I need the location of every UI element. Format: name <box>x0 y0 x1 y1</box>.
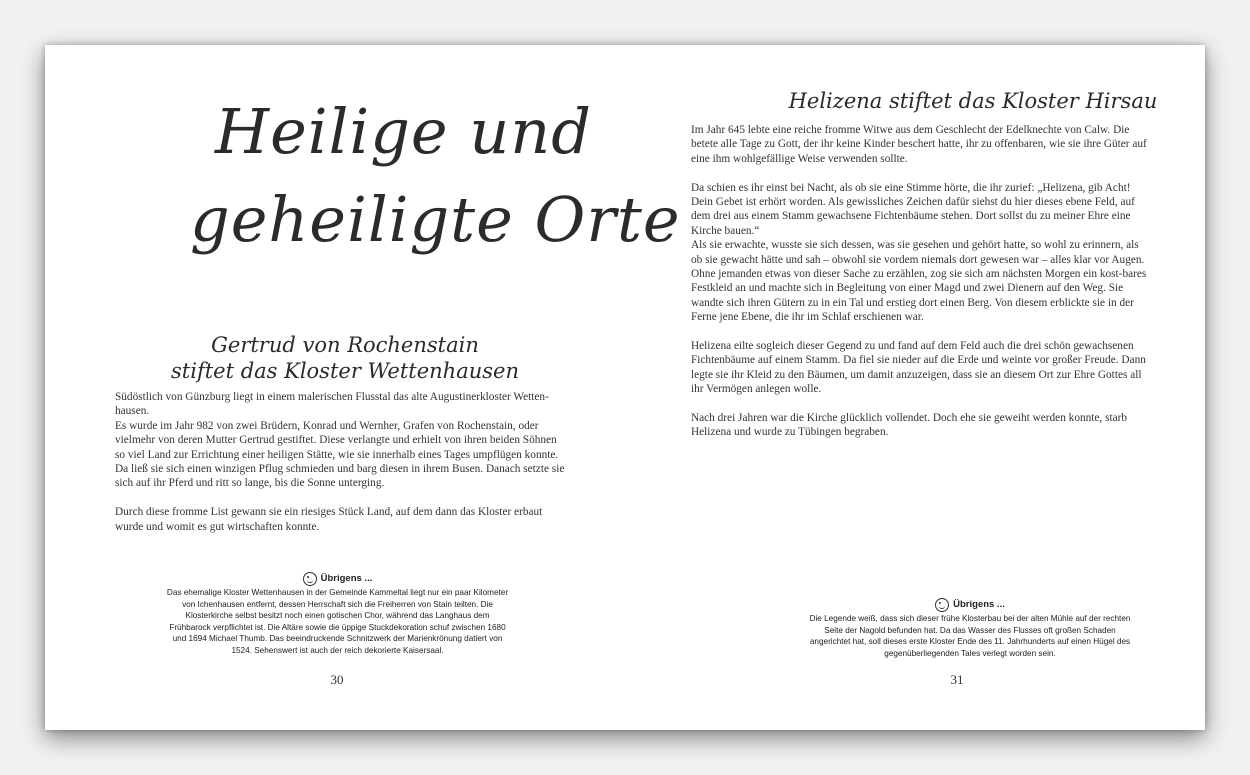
smiley-icon <box>303 572 317 586</box>
note-header <box>805 598 1135 612</box>
paragraph: Helizena eilte sogleich dieser Gegend zu und fand auf dem Feld auch die drei schön gewachsenen Fichtenbäume auf einem Stamm. Da fiel sie nieder auf die Erde und weinte vor großer Freude. Dann legte sie ihr Kleid zu den Bäumen, um damit anzuzeigen, dass sie an diesem Ort zur Ehre Gottes all ihr Vermögen anlegen wolle. <box>691 340 1146 396</box>
paragraph: Im Jahr 645 lebte eine reiche fromme Witwe aus dem Geschlecht der Edelknechte von Calw. Die betete alle Tage zu Gott, der ihr keine Kinder beschert hatte, ihr zu offenbaren, wie sie ihre Güter auf eine ihm wohlgefällige Weise verwenden sollte. <box>691 124 1147 165</box>
smiley-icon <box>935 598 949 612</box>
note-text: Die Legende weiß, dass sich dieser frühe Klosterbau bei der alten Mühle auf der rechten Seite der Nagold befunden hat. Da das Wasser des Flusses oft großen Schaden angerichtet hat, soll dieses erste Kloster Ende des 11. Jahrhunderts auf einen Hügel des gegenüberliegenden Tales verlegt worden sein. <box>809 614 1131 658</box>
book-spread <box>45 45 1205 730</box>
note-title: Übrigens ... <box>320 573 373 585</box>
side-note-left <box>165 572 510 657</box>
side-note-right <box>805 598 1135 659</box>
page-number: 31 <box>950 672 964 687</box>
story-text-right <box>691 123 1151 454</box>
page-number: 30 <box>330 672 344 687</box>
story-text-left <box>115 390 565 548</box>
heading-line2: stiftet das Kloster Wettenhausen <box>171 359 519 383</box>
heading-line1: Gertrud von Rochenstain <box>211 333 479 357</box>
chapter-title-line1: Heilige und <box>215 95 592 168</box>
right-page <box>625 45 1205 730</box>
left-page <box>45 45 681 730</box>
paragraph: Da schien es ihr einst bei Nacht, als ob sie eine Stimme hörte, die ihr zurief: „Helizena, gib Acht! Dein Gebet ist erhört worden. Als gewissliches Zeichen dafür siehst du hier dieses ebene Feld, auf dem drei aus einem Stamm gewachsene Fichtenbäume stehen. Dort sollst du zu meiner Ehre eine Kirche bauen.“ Als sie erwachte, wusste sie sich dessen, was sie gesehen und gehört hatte, so wohl zu erinnern, als ob sie gewacht hätte und sah – obwohl sie vordem niemals dort gewesen war – alles klar vor Augen. Ohne jemanden etwas von dieser Sache zu erzählen, zog sie sich am nächsten Morgen ein kost-bares Festkleid an und machte sich in Begleitung von einer Magd und zwei Dienern auf den Weg. Sie wandte sich ihren Gütern zu in ein Tal und erstieg dort einen Berg. Von diesem erblickte sie in der Ferne jene Ebene, die ihr im Schlaf erschienen war. <box>691 181 1147 324</box>
paragraph: Südöstlich von Günzburg liegt in einem malerischen Flusstal das alte Augustinerkloster Wetten-hausen. Es wurde im Jahr 982 von zwei Brüdern, Konrad und Wernher, Grafen von Rochenstain, oder vielmehr von deren Mutter Gertrud gestiftet. Diese verlangte und erhielt von ihren beiden Söhnen so viel Land zur Errichtung einer heiligen Stätte, wie sie innerhalb eines Tages umpflügen konnte. Da ließ sie sich einen winzigen Pflug schmieden und barg diesen in ihrem Busen. Danach setzte sie sich auf ihr Pferd und ritt so lange, bis die Sonne unterging. <box>115 391 565 490</box>
note-text: Das ehemalige Kloster Wettenhausen in der Gemeinde Kammeltal liegt nur ein paar Kilometer von Ichenhausen entfernt, dessen Herrschaft sich die Freiherren von Stain teilten. Die Klosterkirche selbst besitzt noch einen gotischen Chor, während das Langhaus dem Frühbarock verpflichtet ist. Die Altäre sowie die üppige Stuckdekoration schuf zwischen 1680 und 1694 Michael Thumb. Das beeindruckende Schnitzwerk der Marienkrönung datiert von 1524. Sehenswert ist auch der reich dekorierte Kaisersaal. <box>166 588 509 655</box>
chapter-title <box>145 65 681 305</box>
paragraph: Nach drei Jahren war die Kirche glücklich vollendet. Doch ehe sie geweiht werden konnte, starb Helizena und wurde zu Tübingen begraben. <box>691 412 1128 439</box>
paragraph: Durch diese fromme List gewann sie ein riesiges Stück Land, auf dem dann das Kloster erbaut wurde und womit es gut wirtschaften konnte. <box>115 506 543 533</box>
note-title: Übrigens ... <box>953 599 1005 611</box>
story-heading-left <box>125 332 565 384</box>
note-header <box>165 572 510 586</box>
story-heading-right: Helizena stiftet das Kloster Hirsau <box>788 89 1158 113</box>
chapter-title-line2: geheiligte Orte <box>190 183 681 256</box>
